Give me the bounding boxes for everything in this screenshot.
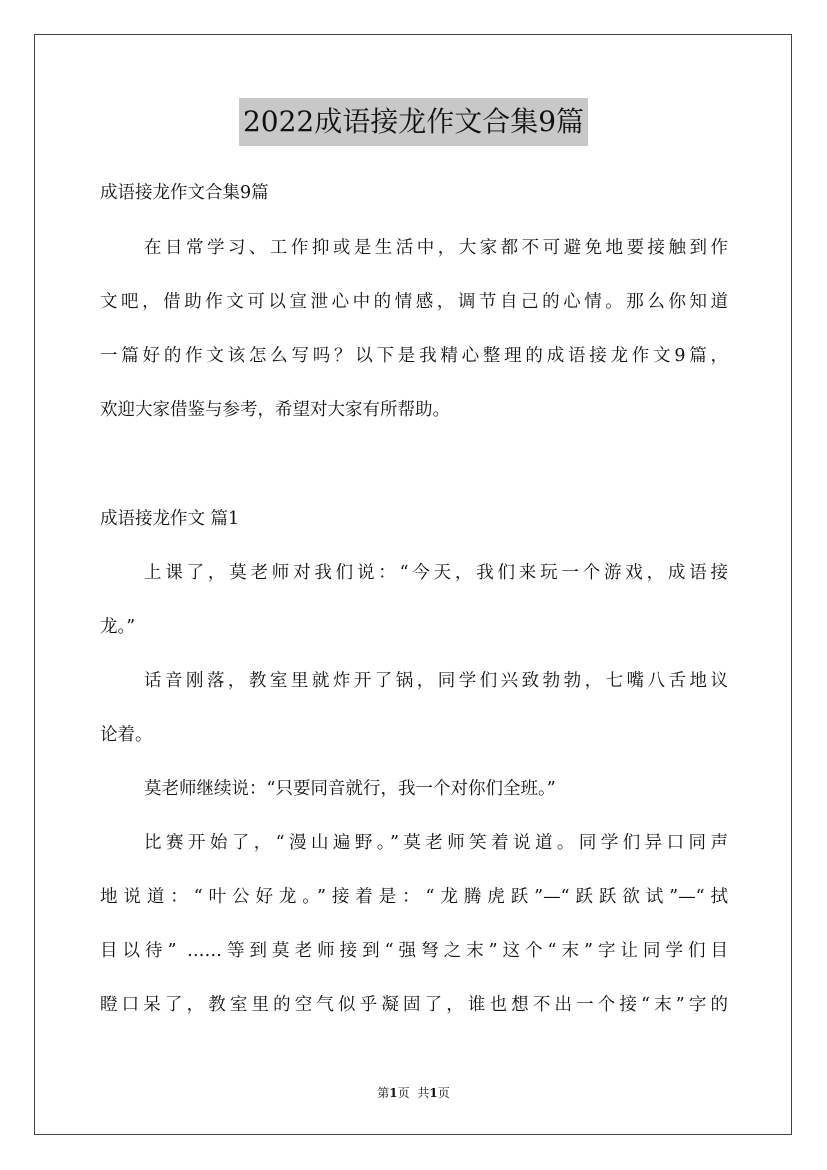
paragraph-line: 上课了，莫老师对我们说：“今天，我们来玩一个游戏，成语接 bbox=[144, 563, 728, 583]
page-suffix: 页 bbox=[397, 1086, 410, 1100]
total-prefix: 共 bbox=[417, 1086, 430, 1100]
section-heading: 成语接龙作文合集9篇 bbox=[100, 183, 269, 203]
paragraph-line: 目以待” ……等到莫老师接到“强弩之末”这个“末”字让同学们目 bbox=[100, 941, 728, 961]
paragraph-line: 文吧，借助作文可以宣泄心中的情感，调节自己的心情。那么你知道 bbox=[100, 292, 728, 312]
paragraph-line: 论着。 bbox=[100, 725, 153, 745]
paragraph-line: 一篇好的作文该怎么写吗？以下是我精心整理的成语接龙作文9篇， bbox=[100, 346, 728, 366]
page-footer bbox=[0, 1084, 827, 1102]
paragraph-line: 话音刚落，教室里就炸开了锅，同学们兴致勃勃，七嘴八舌地议 bbox=[144, 671, 728, 691]
total-pages: 1 bbox=[429, 1086, 438, 1100]
total-suffix: 页 bbox=[437, 1086, 450, 1100]
paragraph-line: 在日常学习、工作抑或是生活中，大家都不可避免地要接触到作 bbox=[144, 238, 728, 258]
paragraph-line: 瞪口呆了，教室里的空气似乎凝固了，谁也想不出一个接“末”字的 bbox=[100, 995, 728, 1015]
document-title: 2022成语接龙作文合集9篇 bbox=[239, 98, 588, 146]
paragraph-line: 地说道：“叶公好龙。”接着是：“龙腾虎跃”—“跃跃欲试”—“拭 bbox=[100, 887, 728, 907]
paragraph-line: 龙。” bbox=[100, 617, 136, 637]
document-title-container bbox=[0, 98, 827, 146]
paragraph-line: 莫老师继续说：“只要同音就行，我一个对你们全班。” bbox=[144, 779, 556, 799]
page-prefix: 第 bbox=[377, 1086, 390, 1100]
paragraph-line: 比赛开始了，“漫山遍野。”莫老师笑着说道。同学们异口同声 bbox=[144, 833, 728, 853]
page-number: 1 bbox=[389, 1086, 398, 1100]
section-heading: 成语接龙作文 篇1 bbox=[100, 509, 240, 529]
paragraph-line: 欢迎大家借鉴与参考，希望对大家有所帮助。 bbox=[100, 400, 450, 420]
